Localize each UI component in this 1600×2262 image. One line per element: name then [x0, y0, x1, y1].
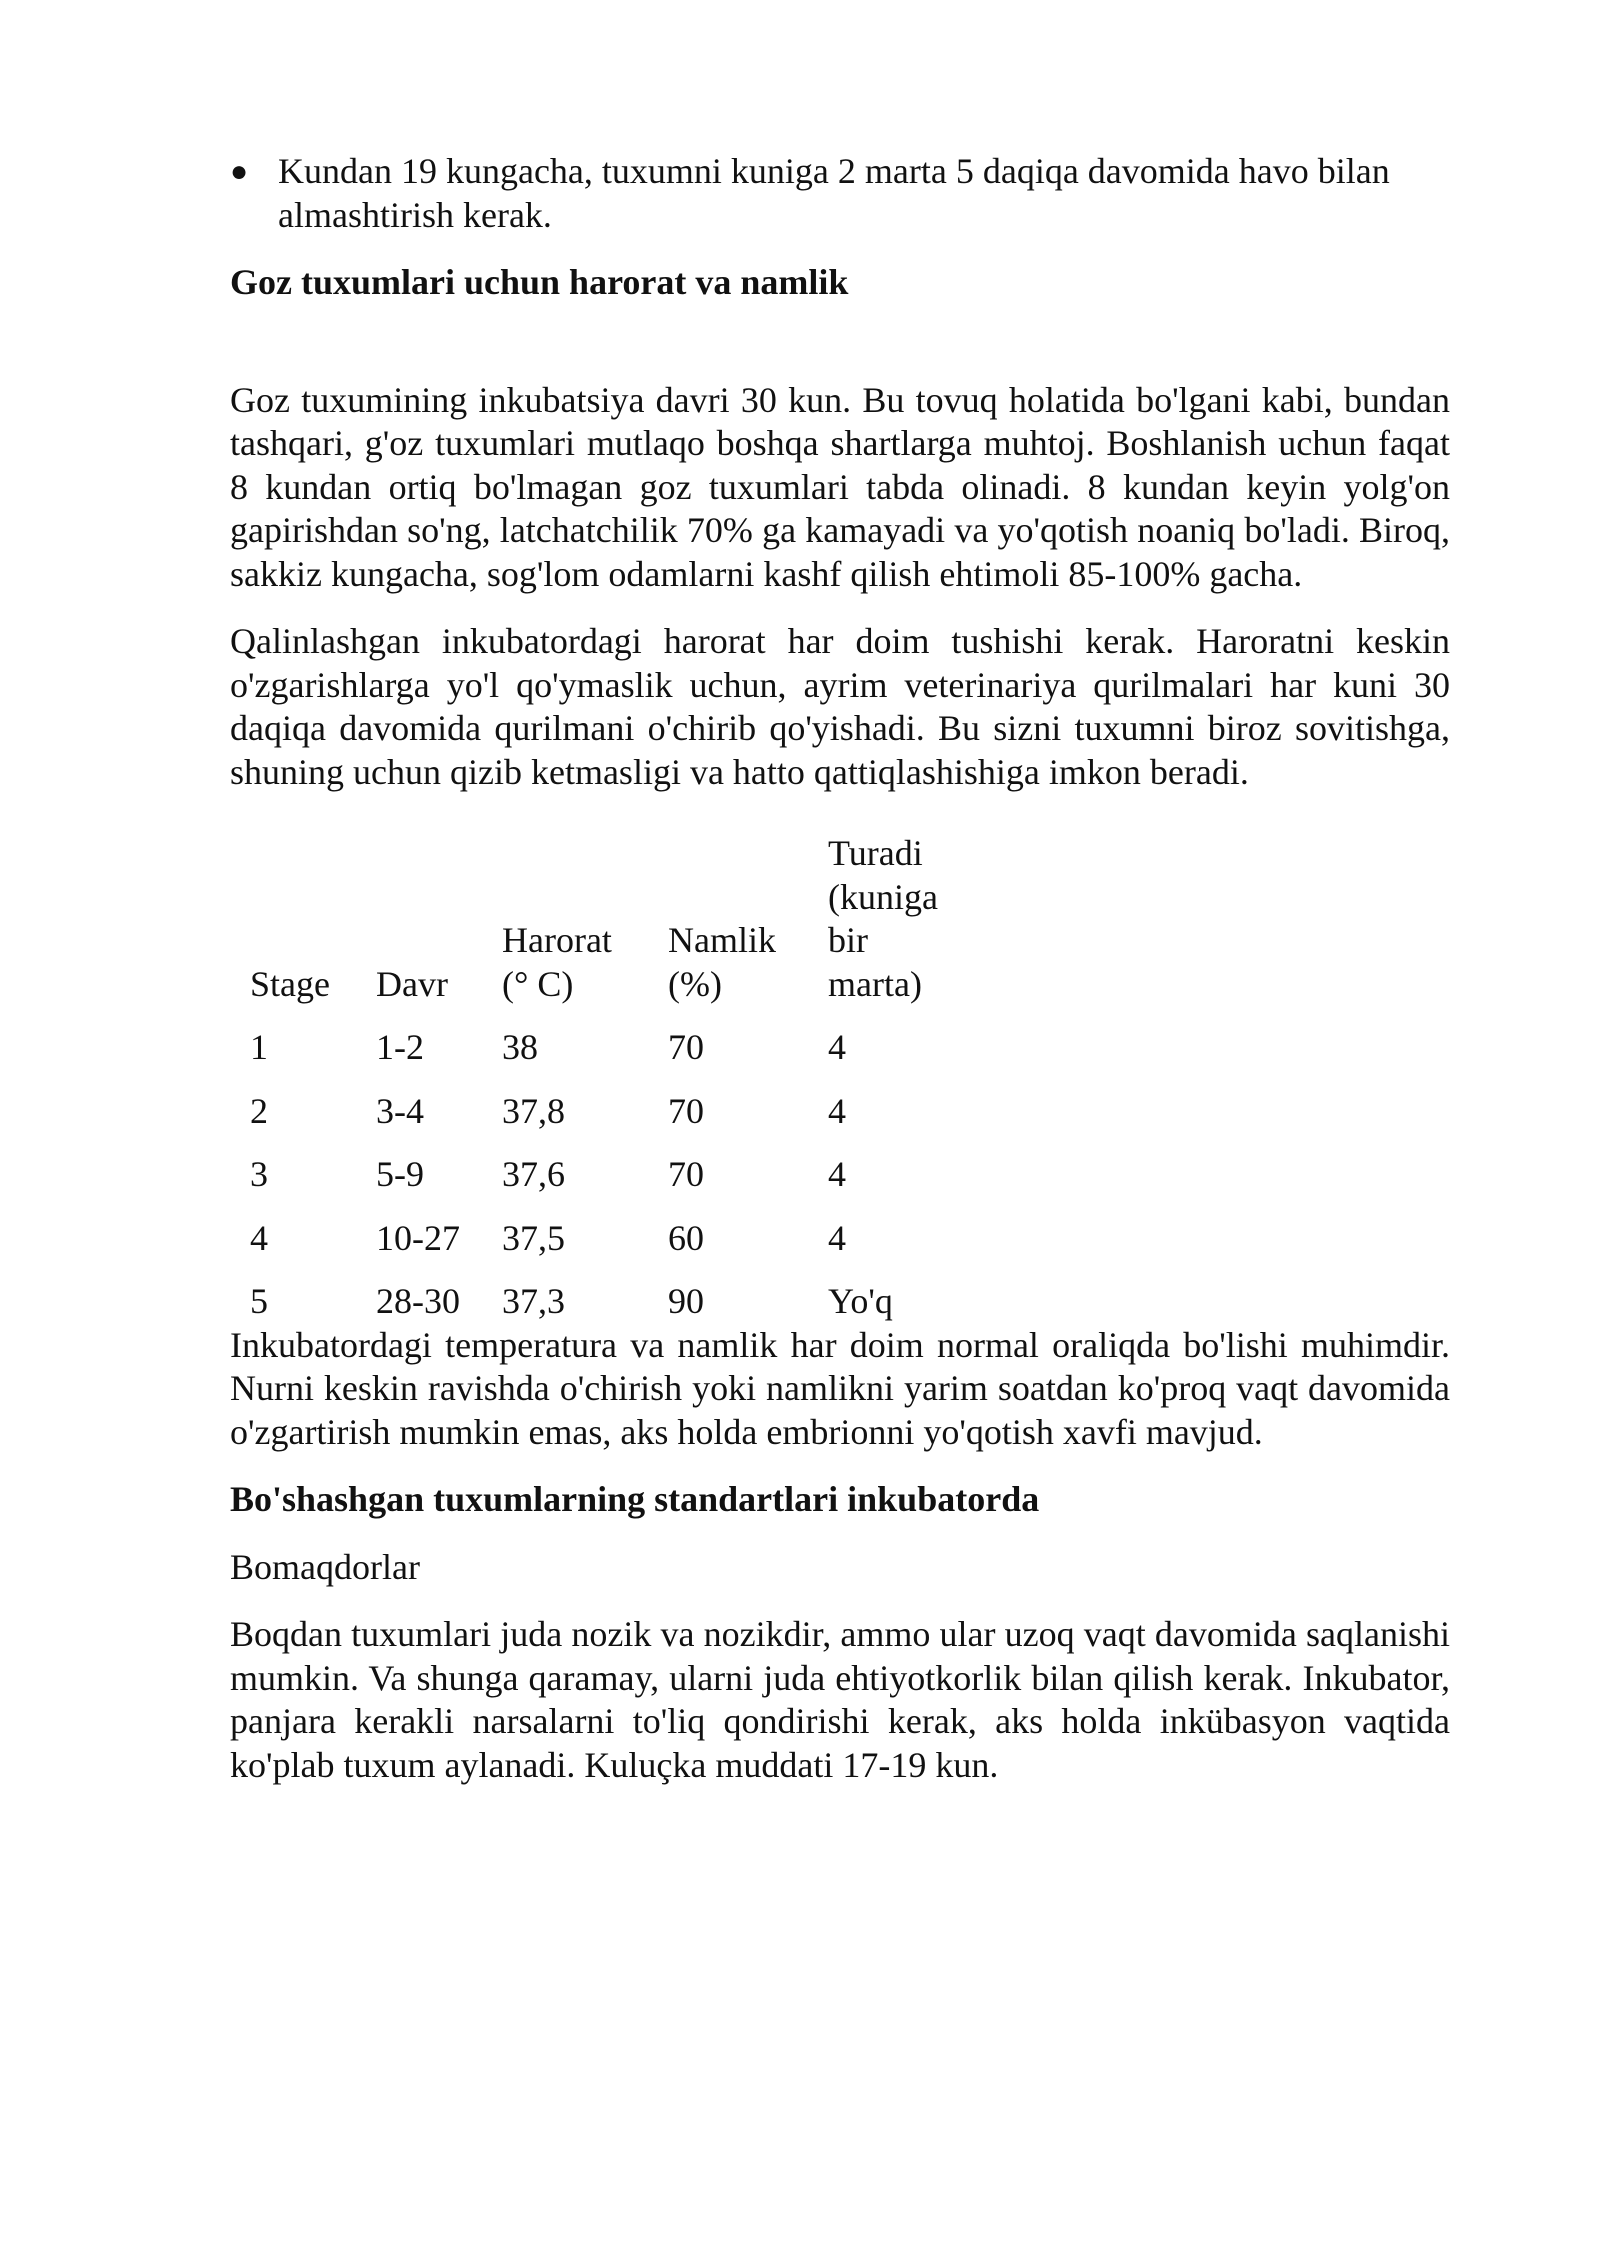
- table-header-row: [230, 832, 968, 1026]
- table-cell: 70: [668, 1090, 704, 1131]
- table-cell: Yo'q: [828, 1281, 893, 1321]
- paragraph: Goz tuxumining inkubatsiya davri 30 kun. Bu tovuq holatida bo'lgani kabi, bundan tashqari, g'oz tuxumlari mutlaqo boshqa shartlarga muhtoj. Boshlanish uchun faqat 8 kundan ortiq bo'lmagan goz tuxumlari tabda olinadi. 8 kundan keyin yolg'on gapirishdan so'ng, latchatchilik 70% ga kamayadi va yo'qotish noaniq bo'ladi. Biroq, sakkiz kungacha, sog'lom odamlarni kashf qilish ehtimoli 85-100% gacha.: [230, 379, 1450, 594]
- table-cell: 70: [668, 1154, 704, 1194]
- table-cell: 3-4: [376, 1090, 424, 1131]
- table-cell: 28-30: [376, 1281, 460, 1321]
- table-cell: 37,5: [502, 1217, 565, 1258]
- table-cell: 4: [828, 1027, 846, 1067]
- table-cell: 90: [668, 1281, 704, 1321]
- table-cell: 1: [250, 1027, 268, 1067]
- table-cell: 4: [828, 1217, 846, 1258]
- table-row: [230, 1026, 968, 1090]
- bullet-text: Kundan 19 kungacha, tuxumni kuniga 2 marta 5 daqiqa davomida havo bilan almashtirish kerak.: [278, 151, 1390, 235]
- table-row: [230, 1090, 968, 1154]
- table-cell: 60: [668, 1217, 704, 1258]
- table-cell: 37,3: [502, 1281, 565, 1321]
- table-cell: 5: [250, 1281, 268, 1321]
- table-header-cell: Turadi (kuniga bir marta): [828, 833, 938, 1004]
- table-cell: 4: [828, 1154, 846, 1194]
- table-cell: 70: [668, 1027, 704, 1067]
- table-row: [230, 1280, 968, 1324]
- table-row: [230, 1217, 968, 1281]
- table-cell: 10-27: [376, 1217, 460, 1258]
- paragraph: Qalinlashgan inkubatordagi harorat har doim tushishi kerak. Haroratni keskin o'zgarishlarga yo'l qo'ymaslik uchun, ayrim veterinariya qurilmalari har kuni 30 daqiqa davomida qurilmani o'chirib qo'yishadi. Bu sizni tuxumni biroz sovitishga, shuning uchun qizib ketmasligi va hatto qattiqlashishiga imkon beradi.: [230, 621, 1450, 792]
- table-cell: 38: [502, 1027, 538, 1067]
- document-page: [230, 150, 1450, 1787]
- table-cell: 4: [828, 1090, 846, 1131]
- table-cell: 3: [250, 1154, 268, 1194]
- incubation-table: [230, 832, 968, 1324]
- table-cell: 4: [250, 1217, 268, 1258]
- table-header-cell: Namlik (%): [668, 920, 776, 1004]
- list-item: [230, 150, 1450, 237]
- table-cell: 5-9: [376, 1154, 424, 1194]
- paragraph: Boqdan tuxumlari juda nozik va nozikdir, ammo ular uzoq vaqt davomida saqlanishi mumkin. Va shunga qaramay, ularni juda ehtiyotkorlik bilan qilish kerak. Inkubator, panjara kerakli narsalarni to'liq qondirishi kerak, aks holda inkübasyon vaqtida ko'plab tuxum aylanadi. Kuluçka muddati 17-19 kun.: [230, 1614, 1450, 1785]
- table-row: [230, 1153, 968, 1217]
- bullet-icon: ●: [230, 155, 249, 188]
- table-cell: 2: [250, 1090, 268, 1131]
- table-cell: 37,8: [502, 1090, 565, 1131]
- subheading: Bomaqdorlar: [230, 1546, 420, 1587]
- table-header-cell: Stage: [250, 963, 330, 1004]
- table-header-cell: Davr: [376, 963, 448, 1004]
- paragraph: Inkubatordagi temperatura va namlik har doim normal oraliqda bo'lishi muhimdir. Nurni keskin ravishda o'chirish yoki namlikni yarim soatdan ko'proq vaqt davomida o'zgartirish mumkin emas, aks holda embrionni yo'qotish xavfi mavjud.: [230, 1324, 1450, 1452]
- table-cell: 37,6: [502, 1154, 565, 1194]
- table-cell: 1-2: [376, 1027, 424, 1067]
- section-heading: Goz tuxumlari uchun harorat va namlik: [230, 262, 849, 302]
- bullet-list: [230, 150, 1450, 237]
- section-heading: Bo'shashgan tuxumlarning standartlari inkubatorda: [230, 1479, 1040, 1519]
- table-header-cell: Harorat (° C): [502, 920, 612, 1004]
